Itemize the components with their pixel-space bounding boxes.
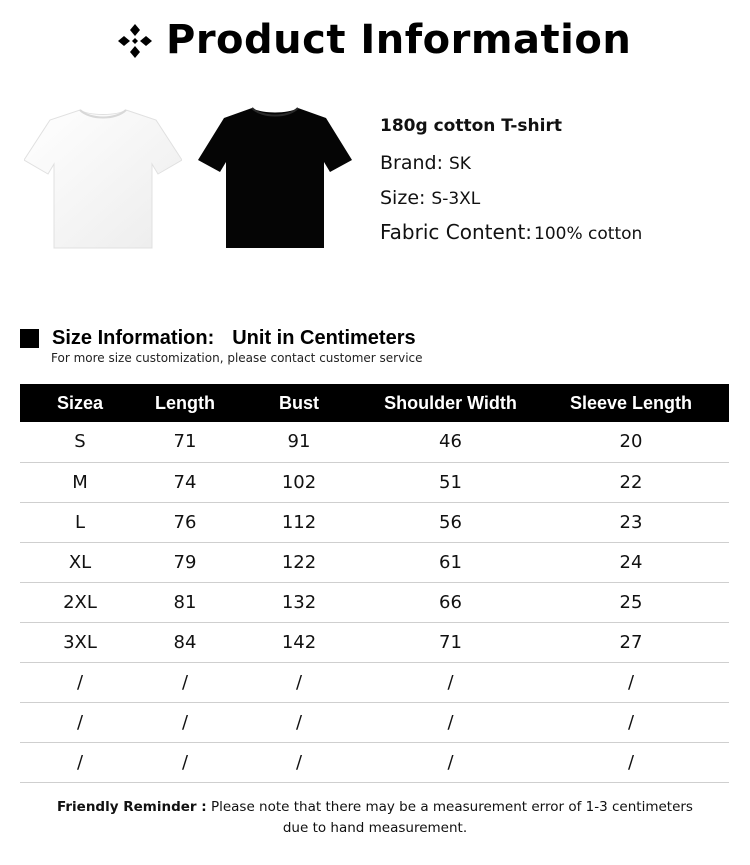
table-cell: 84 xyxy=(140,622,230,662)
table-row xyxy=(20,542,729,582)
table-cell: 24 xyxy=(533,542,729,582)
white-tshirt-image xyxy=(24,104,182,250)
column-header-shoulder-width: Shoulder Width xyxy=(368,384,533,422)
table-row xyxy=(20,422,729,462)
table-cell: 27 xyxy=(533,622,729,662)
table-cell: / xyxy=(230,702,368,742)
table-cell: 22 xyxy=(533,462,729,502)
table-cell: 56 xyxy=(368,502,533,542)
table-cell: / xyxy=(368,742,533,782)
table-cell: / xyxy=(230,742,368,782)
fabric-value: 100% cotton xyxy=(534,224,643,244)
table-cell: / xyxy=(368,662,533,702)
brand-line xyxy=(380,152,471,174)
size-label: Size: xyxy=(380,187,426,209)
table-cell: / xyxy=(533,742,729,782)
reminder-text: Please note that there may be a measurement error of 1-3 centimeters xyxy=(210,799,693,815)
table-cell: / xyxy=(140,702,230,742)
table-cell: 25 xyxy=(533,582,729,622)
size-section-title-text: Size Information: xyxy=(52,327,215,349)
table-row xyxy=(20,582,729,622)
table-cell: / xyxy=(533,702,729,742)
table-cell: 112 xyxy=(230,502,368,542)
size-section-title xyxy=(52,326,416,350)
table-cell: 81 xyxy=(140,582,230,622)
table-cell: 76 xyxy=(140,502,230,542)
table-cell: 20 xyxy=(533,422,729,462)
column-header-size: Sizea xyxy=(20,384,140,422)
brand-label: Brand: xyxy=(380,152,443,174)
table-row xyxy=(20,622,729,662)
table-cell: L xyxy=(20,502,140,542)
table-cell: 3XL xyxy=(20,622,140,662)
reminder-label: Friendly Reminder : xyxy=(57,799,207,815)
table-cell: 91 xyxy=(230,422,368,462)
table-row xyxy=(20,702,729,742)
table-cell: / xyxy=(368,702,533,742)
column-header-sleeve-length: Sleeve Length xyxy=(533,384,729,422)
size-section-unit: Unit in Centimeters xyxy=(232,327,416,349)
table-cell: / xyxy=(20,742,140,782)
four-diamond-icon xyxy=(116,22,154,60)
black-square-icon xyxy=(20,329,39,348)
reminder-line-1 xyxy=(0,797,750,818)
table-cell: M xyxy=(20,462,140,502)
table-row xyxy=(20,462,729,502)
column-header-length: Length xyxy=(140,384,230,422)
size-section-header xyxy=(20,326,620,350)
table-row xyxy=(20,662,729,702)
column-header-bust: Bust xyxy=(230,384,368,422)
table-cell: 23 xyxy=(533,502,729,542)
size-section-note: For more size customization, please contact customer service xyxy=(51,351,423,365)
table-cell: S xyxy=(20,422,140,462)
table-cell: 74 xyxy=(140,462,230,502)
table-cell: XL xyxy=(20,542,140,582)
table-cell: / xyxy=(140,742,230,782)
black-tshirt-image xyxy=(198,104,352,250)
page-header xyxy=(0,14,750,68)
table-cell: / xyxy=(230,662,368,702)
table-cell: 66 xyxy=(368,582,533,622)
table-header-row xyxy=(20,384,729,422)
table-row xyxy=(20,502,729,542)
table-cell: 132 xyxy=(230,582,368,622)
fabric-label: Fabric Content: xyxy=(380,220,533,244)
table-row xyxy=(20,742,729,782)
table-cell: 71 xyxy=(368,622,533,662)
size-table xyxy=(20,384,729,783)
table-cell: 122 xyxy=(230,542,368,582)
table-body xyxy=(20,422,729,782)
table-cell: 71 xyxy=(140,422,230,462)
page-title: Product Information xyxy=(166,17,632,63)
size-line xyxy=(380,187,480,209)
friendly-reminder xyxy=(0,797,750,839)
table-cell: / xyxy=(140,662,230,702)
table-cell: 46 xyxy=(368,422,533,462)
table-cell: / xyxy=(533,662,729,702)
table-cell: 2XL xyxy=(20,582,140,622)
size-value: S-3XL xyxy=(431,189,481,209)
table-cell: / xyxy=(20,662,140,702)
table-cell: 142 xyxy=(230,622,368,662)
table-cell: 102 xyxy=(230,462,368,502)
table-cell: 51 xyxy=(368,462,533,502)
table-cell: 79 xyxy=(140,542,230,582)
table-cell: / xyxy=(20,702,140,742)
product-name: 180g cotton T-shirt xyxy=(380,116,562,136)
brand-value: SK xyxy=(449,154,471,174)
fabric-line xyxy=(380,220,642,244)
reminder-line-2: due to hand measurement. xyxy=(282,820,468,836)
table-cell: 61 xyxy=(368,542,533,582)
